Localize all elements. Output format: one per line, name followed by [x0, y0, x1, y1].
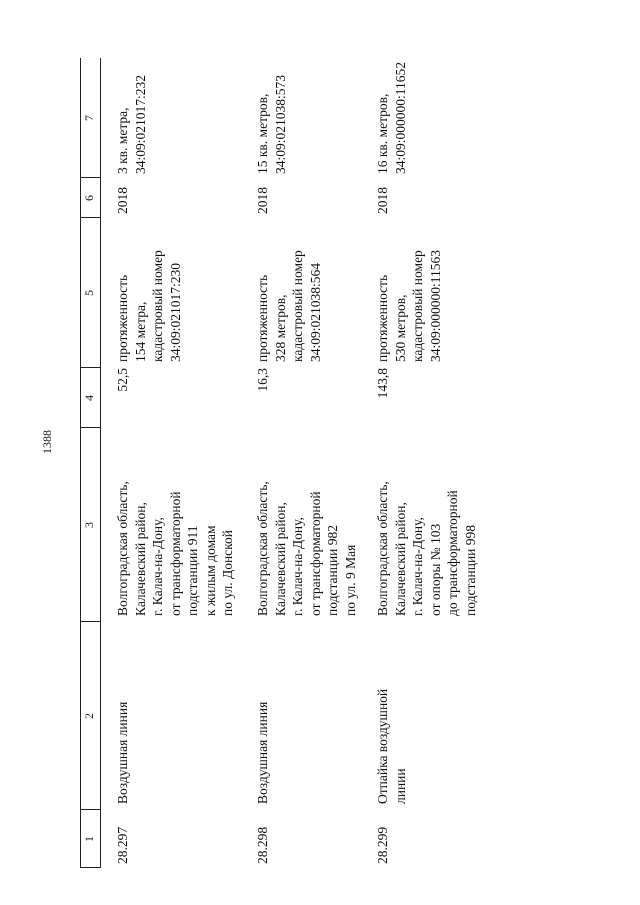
row-number: 28.297 [115, 826, 130, 864]
object-location: Волгоградская область, Калачевский район, г. Калач-на-Дону, от трансформаторной подстанции 982 по ул. 9 Мая [255, 481, 358, 616]
object-value: 143,8 [375, 368, 390, 399]
object-year: 2018 [255, 187, 270, 214]
row-number: 28.299 [375, 826, 390, 864]
object-name: Воздушная линия [255, 701, 270, 804]
table [80, 58, 600, 868]
object-year: 2018 [375, 187, 390, 214]
object-value: 52,5 [115, 368, 130, 392]
object-location: Волгоградская область, Калачевский район, г. Калач-на-Дону, от опоры № 103 до трансформаторной подстанции 998 [375, 481, 478, 616]
header-top-rule [80, 58, 81, 868]
land-plot: 16 кв. метров, 34:09:000000:11652 [375, 61, 408, 174]
object-characteristics: протяженность 530 метров, кадастровый номер 34:09:000000:11563 [375, 249, 443, 362]
object-characteristics: протяженность 328 метров, кадастровый номер 34:09:021038:564 [255, 250, 323, 362]
column-header-5: 5 [82, 290, 96, 296]
column-header-4: 4 [82, 395, 96, 401]
object-year: 2018 [115, 187, 130, 214]
object-name: Воздушная линия [115, 701, 130, 804]
row-number: 28.298 [255, 826, 270, 864]
land-plot: 3 кв. метра, 34:09:021017:232 [115, 74, 148, 174]
page-number: 1388 [40, 430, 54, 454]
header-bottom-rule [100, 58, 101, 868]
column-header-3: 3 [82, 522, 96, 528]
column-header-2: 2 [82, 713, 96, 719]
object-name: Отпайка воздушной линии [375, 688, 408, 804]
column-header-1: 1 [82, 836, 96, 842]
object-location: Волгоградская область, Калачевский район, г. Калач-на-Дону, от трансформаторной подстанции 911 к жилым домам по ул. Донской [115, 481, 235, 616]
object-value: 16,3 [255, 368, 270, 392]
object-characteristics: протяженность 154 метра, кадастровый номер 34:09:021017:230 [115, 250, 183, 362]
column-header-6: 6 [82, 195, 96, 201]
land-plot: 15 кв. метров, 34:09:021038:573 [255, 74, 288, 174]
column-header-7: 7 [82, 115, 96, 121]
